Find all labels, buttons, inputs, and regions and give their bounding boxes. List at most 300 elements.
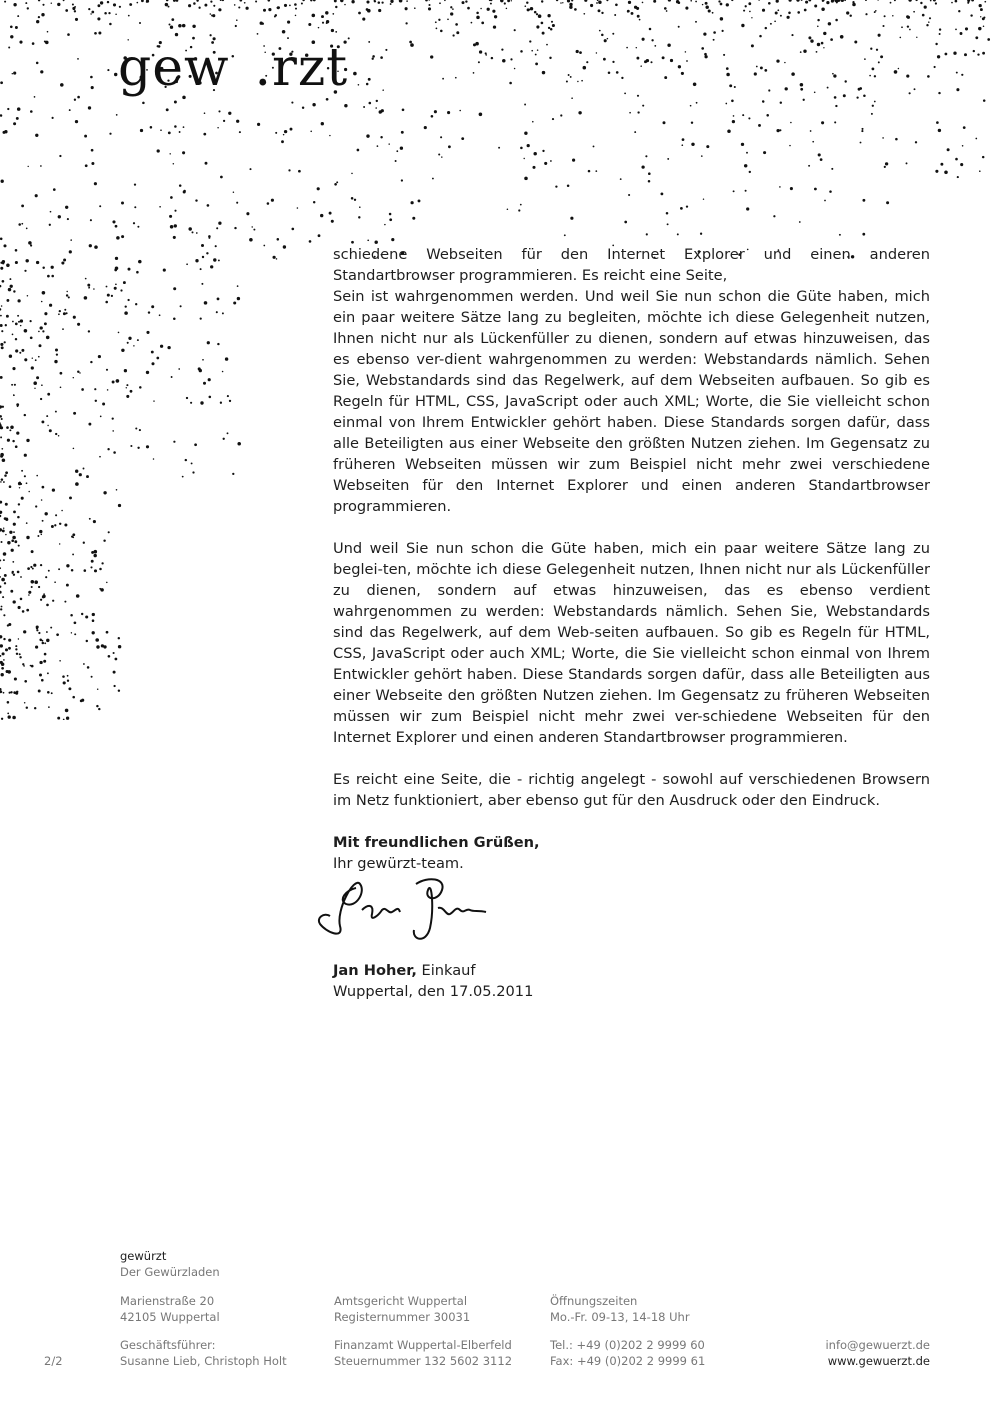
dot <box>275 132 277 134</box>
dot <box>1 346 4 349</box>
dot <box>103 491 106 494</box>
dot <box>332 13 334 15</box>
dot <box>206 252 208 254</box>
dot <box>3 659 5 661</box>
dot <box>160 345 163 348</box>
dot <box>289 5 291 7</box>
dot <box>21 497 24 500</box>
dot <box>620 178 622 180</box>
dot <box>115 257 118 260</box>
dot <box>179 184 182 187</box>
dot <box>86 640 88 642</box>
dot <box>65 9 68 12</box>
dot <box>691 143 694 146</box>
dot <box>72 533 75 536</box>
dot <box>194 443 197 446</box>
footer-company: gewürzt <box>120 1249 167 1263</box>
dot <box>16 653 18 655</box>
dot <box>808 165 810 167</box>
dot <box>113 671 116 674</box>
dot <box>441 156 442 157</box>
dot <box>746 207 749 210</box>
dot <box>8 623 11 626</box>
dot <box>202 256 204 258</box>
dot <box>810 39 813 42</box>
dot <box>232 473 234 475</box>
dot <box>808 0 811 1</box>
dot <box>223 438 225 440</box>
dot <box>42 330 44 332</box>
dot <box>927 75 930 78</box>
dot <box>532 166 535 169</box>
dot <box>284 4 287 7</box>
dot <box>953 52 956 55</box>
dot <box>60 386 62 388</box>
dot <box>648 180 651 183</box>
dot <box>27 7 29 9</box>
dot <box>290 128 293 131</box>
dot <box>876 49 878 51</box>
dot <box>886 201 889 204</box>
dot <box>17 571 20 574</box>
dot <box>662 56 665 59</box>
dot <box>823 32 826 35</box>
dot <box>810 130 812 132</box>
dot <box>71 632 72 633</box>
dot <box>329 135 330 136</box>
dot <box>179 131 181 133</box>
dot <box>75 470 78 473</box>
dot <box>38 16 40 18</box>
dot <box>37 535 39 537</box>
dot <box>578 111 581 114</box>
footer-court: Amtsgericht Wuppertal <box>334 1294 468 1308</box>
dot <box>955 29 957 31</box>
dot <box>705 5 708 8</box>
dot <box>173 318 176 321</box>
dot <box>212 14 215 17</box>
dot <box>0 285 1 288</box>
dot <box>191 462 193 464</box>
dot <box>31 550 34 553</box>
dot <box>121 349 124 352</box>
dot <box>201 283 203 285</box>
footer-web[interactable]: www.gewuerzt.de <box>827 1354 930 1368</box>
dot <box>788 0 791 2</box>
dot <box>703 32 706 35</box>
dot <box>19 656 21 658</box>
dot <box>533 152 536 155</box>
dot <box>935 170 938 173</box>
dot <box>331 29 334 32</box>
dot <box>882 25 884 27</box>
dot <box>47 691 50 694</box>
dot <box>229 400 231 402</box>
dot <box>479 50 482 53</box>
dot <box>40 165 42 167</box>
dot <box>13 72 16 75</box>
dot <box>118 637 120 639</box>
dot <box>818 153 821 156</box>
dot <box>36 20 39 23</box>
dot <box>9 429 11 431</box>
dot <box>560 2 562 4</box>
dot <box>19 352 21 354</box>
dot <box>114 73 117 76</box>
dot <box>63 681 66 684</box>
dot <box>908 0 911 2</box>
dot <box>135 303 137 305</box>
dot <box>36 376 39 379</box>
dot <box>58 568 60 570</box>
dot <box>167 346 170 349</box>
dot <box>862 233 865 236</box>
dot <box>244 2 246 4</box>
dot <box>141 0 144 2</box>
dot <box>55 514 57 516</box>
dot <box>439 2 441 4</box>
dot <box>668 0 671 2</box>
dot <box>95 638 99 642</box>
dot <box>70 614 73 617</box>
dot <box>66 564 69 567</box>
dot <box>26 439 29 442</box>
dot <box>667 43 670 46</box>
dot <box>556 0 558 1</box>
dot <box>399 0 403 2</box>
dot <box>92 613 95 616</box>
dot <box>983 26 985 28</box>
dot <box>205 162 208 165</box>
dot <box>23 630 26 633</box>
dot <box>88 287 90 289</box>
dot <box>0 324 3 327</box>
dot <box>0 308 1 311</box>
dot <box>963 126 966 129</box>
dot <box>168 6 170 8</box>
dot <box>524 131 527 134</box>
dot <box>369 102 372 105</box>
dot <box>55 433 57 435</box>
dot <box>308 23 311 26</box>
dot <box>872 105 874 107</box>
dot <box>107 69 109 71</box>
dot <box>97 688 98 689</box>
dot <box>137 447 139 449</box>
dot <box>530 7 533 10</box>
dot <box>128 337 131 340</box>
dot <box>447 111 450 114</box>
dot <box>65 206 68 209</box>
dot <box>358 216 360 218</box>
dot <box>960 32 963 35</box>
dot <box>41 13 44 16</box>
dot <box>66 717 69 720</box>
dot <box>13 122 16 125</box>
dot <box>696 102 698 104</box>
dot <box>1 180 4 183</box>
dot <box>77 58 79 60</box>
dot <box>6 426 9 429</box>
dot <box>548 27 550 29</box>
dot <box>726 3 729 6</box>
dot <box>20 483 22 485</box>
dot <box>614 14 616 16</box>
footer-tax-number: Steuernummer 132 5602 3112 <box>334 1354 513 1368</box>
dot <box>817 19 819 21</box>
dot <box>118 504 121 507</box>
dot <box>780 101 782 103</box>
dot <box>583 13 585 15</box>
dot <box>157 149 160 152</box>
dot <box>0 81 3 84</box>
dot <box>18 638 19 639</box>
dot <box>733 190 735 192</box>
dot <box>0 655 1 657</box>
dot <box>115 13 117 15</box>
page-number: 2/2 <box>44 1354 63 1368</box>
dot <box>704 55 707 58</box>
dot <box>5 503 8 506</box>
dot <box>54 360 57 363</box>
dot <box>186 263 188 265</box>
dot <box>745 5 747 7</box>
dot <box>284 130 287 133</box>
dot <box>385 49 387 51</box>
dot <box>169 153 170 154</box>
dot <box>375 107 377 109</box>
dot <box>409 41 412 44</box>
dot <box>828 22 831 25</box>
dot <box>251 226 252 227</box>
dot <box>218 8 221 11</box>
dot <box>354 199 356 201</box>
dot <box>428 0 429 1</box>
dot <box>425 0 428 1</box>
dot <box>24 475 26 477</box>
dot <box>334 0 337 2</box>
dot <box>723 54 725 56</box>
dot <box>2 260 5 263</box>
dot <box>218 110 220 112</box>
dot <box>222 371 224 373</box>
dot <box>137 2 139 4</box>
dot <box>646 233 648 235</box>
dot <box>178 24 182 28</box>
dot <box>428 4 430 6</box>
dot <box>12 73 13 74</box>
dot <box>722 30 724 32</box>
dot <box>773 215 775 217</box>
dot <box>875 10 877 12</box>
dot <box>277 238 280 241</box>
dot <box>159 314 161 316</box>
dot <box>20 598 23 601</box>
dot <box>804 9 807 12</box>
footer-email[interactable]: info@gewuerzt.de <box>825 1338 930 1352</box>
dot <box>263 245 265 247</box>
dot <box>30 566 32 568</box>
dot <box>705 2 708 5</box>
dot <box>48 570 50 572</box>
dot <box>17 315 19 317</box>
dot <box>310 0 312 2</box>
dot <box>22 610 25 613</box>
signer-name: Jan Hoher, <box>333 962 417 979</box>
dot <box>67 218 69 220</box>
dot <box>744 164 747 167</box>
dot <box>268 8 271 11</box>
dot <box>518 209 520 211</box>
dot <box>18 503 20 505</box>
dot <box>607 38 609 40</box>
dot <box>99 205 101 207</box>
dot <box>844 0 846 1</box>
dot <box>641 165 644 168</box>
dot <box>18 606 21 609</box>
dot <box>596 52 597 53</box>
dot <box>788 12 791 15</box>
dot <box>233 192 234 193</box>
footer-register: Registernummer 30031 <box>334 1310 471 1324</box>
dot <box>882 137 884 139</box>
dot <box>447 18 449 20</box>
dot <box>677 233 679 235</box>
dot <box>53 188 56 191</box>
dot <box>940 163 943 166</box>
dot <box>309 240 312 243</box>
dot <box>42 642 45 645</box>
dot <box>31 586 33 588</box>
dot <box>57 717 60 720</box>
dot <box>106 369 108 371</box>
dot <box>21 223 23 225</box>
dot <box>84 569 87 572</box>
dot <box>220 0 222 1</box>
dot <box>956 88 959 91</box>
dot <box>84 135 87 138</box>
dot <box>58 215 61 218</box>
dot <box>388 143 389 144</box>
dot <box>366 83 369 86</box>
dot <box>713 39 715 41</box>
dot <box>66 312 68 314</box>
dot <box>541 0 543 2</box>
dot <box>776 129 779 132</box>
dot <box>552 118 554 120</box>
dot <box>67 33 70 36</box>
dot <box>524 177 528 181</box>
dot <box>935 2 937 4</box>
dot <box>691 121 693 123</box>
dot <box>500 0 503 2</box>
dot <box>920 2 922 4</box>
dot <box>803 49 806 52</box>
dot <box>955 158 958 161</box>
dot <box>455 23 458 26</box>
dot <box>35 646 38 649</box>
dot <box>937 55 940 58</box>
dot <box>13 511 16 514</box>
dot <box>12 716 16 720</box>
dot <box>535 54 537 56</box>
dot <box>627 10 630 13</box>
dot <box>741 24 744 27</box>
dot <box>116 236 120 240</box>
dot <box>6 315 9 318</box>
dot <box>1 305 3 307</box>
dot <box>10 35 13 38</box>
dot <box>5 471 8 474</box>
dot <box>861 128 863 130</box>
dot <box>209 396 212 399</box>
dot <box>69 109 71 111</box>
dot <box>742 114 744 116</box>
dot <box>481 22 484 25</box>
dot <box>583 66 587 70</box>
dot <box>435 21 437 23</box>
dot <box>612 33 614 35</box>
dot <box>835 19 838 22</box>
dot <box>854 41 857 44</box>
dot <box>18 545 20 547</box>
dot <box>0 415 2 418</box>
dot <box>601 12 603 14</box>
dot <box>134 206 136 208</box>
dot <box>126 384 128 386</box>
dot <box>642 2 644 4</box>
dot <box>0 453 4 457</box>
dot <box>884 15 886 17</box>
dot <box>113 451 116 454</box>
dot <box>947 148 950 151</box>
dot <box>430 55 433 58</box>
dot <box>438 19 440 21</box>
dot <box>201 244 204 247</box>
dot <box>74 633 76 635</box>
dot <box>20 325 21 326</box>
dot <box>789 145 790 146</box>
dot <box>977 53 979 55</box>
dot <box>295 15 297 17</box>
dot <box>24 454 27 457</box>
dot <box>629 112 631 114</box>
signer-block <box>333 960 533 1002</box>
dot <box>73 412 76 415</box>
dot <box>970 14 972 16</box>
dot <box>111 295 113 297</box>
dot <box>52 488 55 491</box>
dot <box>331 220 334 223</box>
dot <box>31 665 34 668</box>
dot <box>567 184 570 187</box>
dot <box>418 199 421 202</box>
dot <box>987 38 990 41</box>
dot <box>390 3 392 5</box>
dot <box>119 6 121 8</box>
dot <box>85 615 88 618</box>
dot <box>124 369 127 372</box>
dot <box>63 259 66 262</box>
dot <box>76 594 80 598</box>
dot <box>608 71 611 74</box>
place-date: Wuppertal, den 17.05.2011 <box>333 983 534 1000</box>
dot <box>233 301 236 304</box>
dot <box>391 238 394 241</box>
dot <box>960 163 963 166</box>
dot <box>135 427 137 429</box>
dot <box>776 0 779 3</box>
